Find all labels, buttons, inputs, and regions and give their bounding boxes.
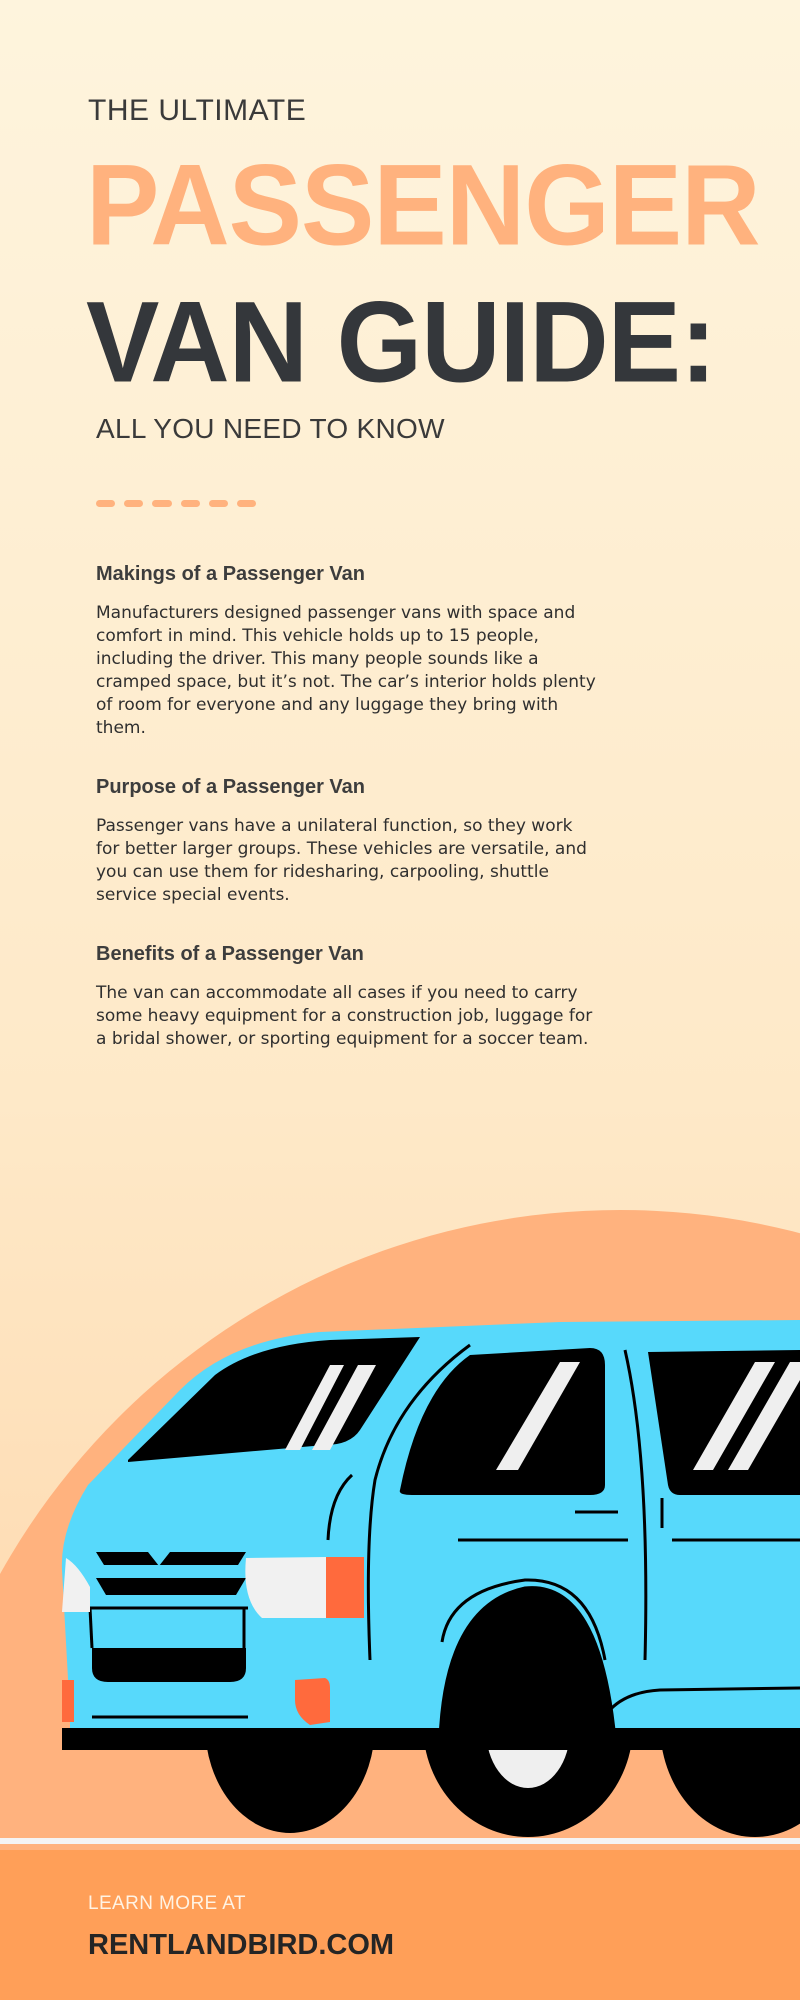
section-heading: Benefits of a Passenger Van (96, 943, 364, 965)
dash (181, 500, 200, 507)
title-line-2: VAN GUIDE: (86, 277, 716, 407)
section-makings (96, 563, 596, 740)
website-link[interactable]: RENTLANDBIRD.COM (88, 1929, 395, 1961)
section-body: The van can accommodate all cases if you need to carry some heavy equipment for a construction job, luggage for a bridal shower, or sporting equipment for a soccer team. (96, 983, 593, 1049)
passenger-van-icon (0, 1100, 800, 1860)
title-line-1: PASSENGER (86, 140, 760, 270)
section-benefits (96, 943, 596, 1051)
dash (124, 500, 143, 507)
learn-more-text: LEARN MORE AT (88, 1893, 246, 1914)
fog-light-left (62, 1680, 74, 1722)
grille-top (96, 1552, 246, 1565)
grille-line (90, 1608, 92, 1648)
headlight (245, 1557, 326, 1618)
section-body: Passenger vans have a unilateral function, so they work for better larger groups. These vehicles are versatile, and you can use them for ridesharing, carpooling, shuttle service special events. (96, 816, 587, 905)
dash-divider (96, 500, 256, 508)
subtitle: ALL YOU NEED TO KNOW (96, 413, 445, 444)
section-heading: Makings of a Passenger Van (96, 563, 365, 585)
dash (209, 500, 228, 507)
van-undercarriage (62, 1728, 800, 1750)
section-body: Manufacturers designed passenger vans with space and comfort in mind. This vehicle holds up to 15 people, including the driver. This many people sounds like a cramped space, but it’s not. The car’s interior holds plenty of room for everyone and any luggage they bring with them. (96, 603, 596, 738)
kicker-text: THE ULTIMATE (88, 94, 307, 127)
turn-signal (326, 1557, 364, 1618)
front-bumper-vent (92, 1648, 246, 1682)
section-purpose (96, 776, 596, 907)
dash (152, 500, 171, 507)
footer-band (0, 1850, 800, 2000)
dash (237, 500, 256, 507)
road-line (0, 1838, 800, 1844)
dash (96, 500, 115, 507)
grille-bar (96, 1578, 246, 1595)
section-heading: Purpose of a Passenger Van (96, 776, 365, 798)
